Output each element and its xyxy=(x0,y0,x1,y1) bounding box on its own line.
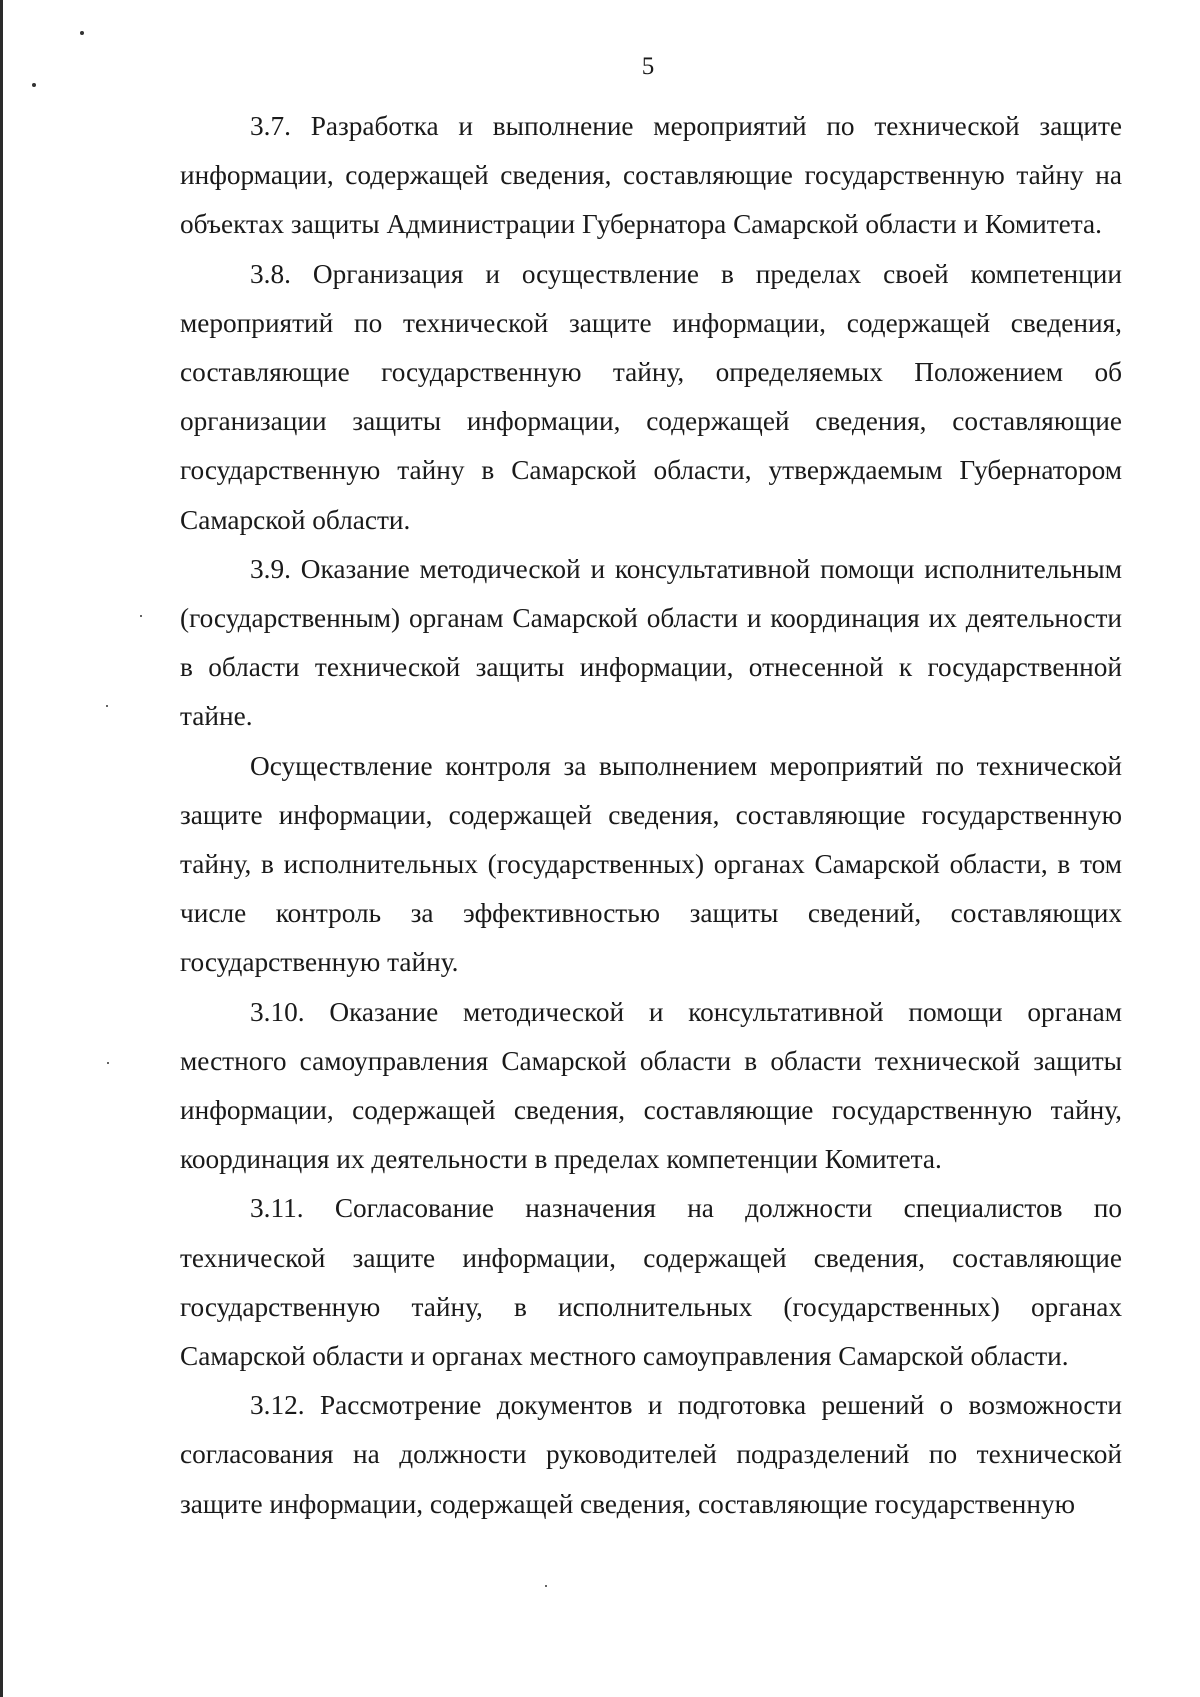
paragraph-3-12: 3.12. Рассмотрение документов и подготовка решений о возможности согласования на должности руководителей подразделений по технической защите информации, содержащей сведения, составляющие государственную xyxy=(180,1390,1122,1519)
document-body xyxy=(180,102,1122,1529)
scan-speck xyxy=(140,615,142,617)
paragraph-3-11: 3.11. Согласование назначения на должности специалистов по технической защите информации, содержащей сведения, составляющие государственную тайну, в исполнительных (государственных) органах Самарской области и органах местного самоуправления Самарской области. xyxy=(180,1193,1122,1372)
paragraph-3-9: 3.9. Оказание методической и консультативной помощи исполнительным (государственным) органам Самарской области и координация их деятельности в области технической защиты информации, отнесенной к государственной тайне. xyxy=(180,553,1122,732)
paragraph-3-10: 3.10. Оказание методической и консультативной помощи органам местного самоуправления Самарской области в области технической защиты информации, содержащей сведения, составляющие государственную тайну, координация их деятельности в пределах компетенции Комитета. xyxy=(180,996,1122,1175)
scan-page-edge xyxy=(0,0,3,1697)
scan-speck xyxy=(80,31,84,35)
scan-speck xyxy=(107,1062,109,1064)
scan-speck xyxy=(32,83,36,87)
scan-speck xyxy=(545,1585,547,1587)
paragraph-3-8: 3.8. Организация и осуществление в пределах своей компетенции мероприятий по технической защите информации, содержащей сведения, составляющие государственную тайну, определяемых Положением об организации защиты информации, содержащей сведения, составляющие государственную тайну в Самарской области, утверждаемым Губернатором Самарской области. xyxy=(180,258,1122,535)
scan-speck xyxy=(106,705,108,707)
paragraph-control: Осуществление контроля за выполнением мероприятий по технической защите информации, содержащей сведения, составляющие государственную тайну, в исполнительных (государственных) органах Самарской области, в том числе контроль за эффективностью защиты сведений, составляющих государственную тайну. xyxy=(180,750,1122,978)
paragraph-3-7: 3.7. Разработка и выполнение мероприятий по технической защите информации, содержащей сведения, составляющие государственную тайну на объектах защиты Администрации Губернатора Самарской области и Комитета. xyxy=(180,111,1122,240)
page-number: 5 xyxy=(641,53,655,80)
